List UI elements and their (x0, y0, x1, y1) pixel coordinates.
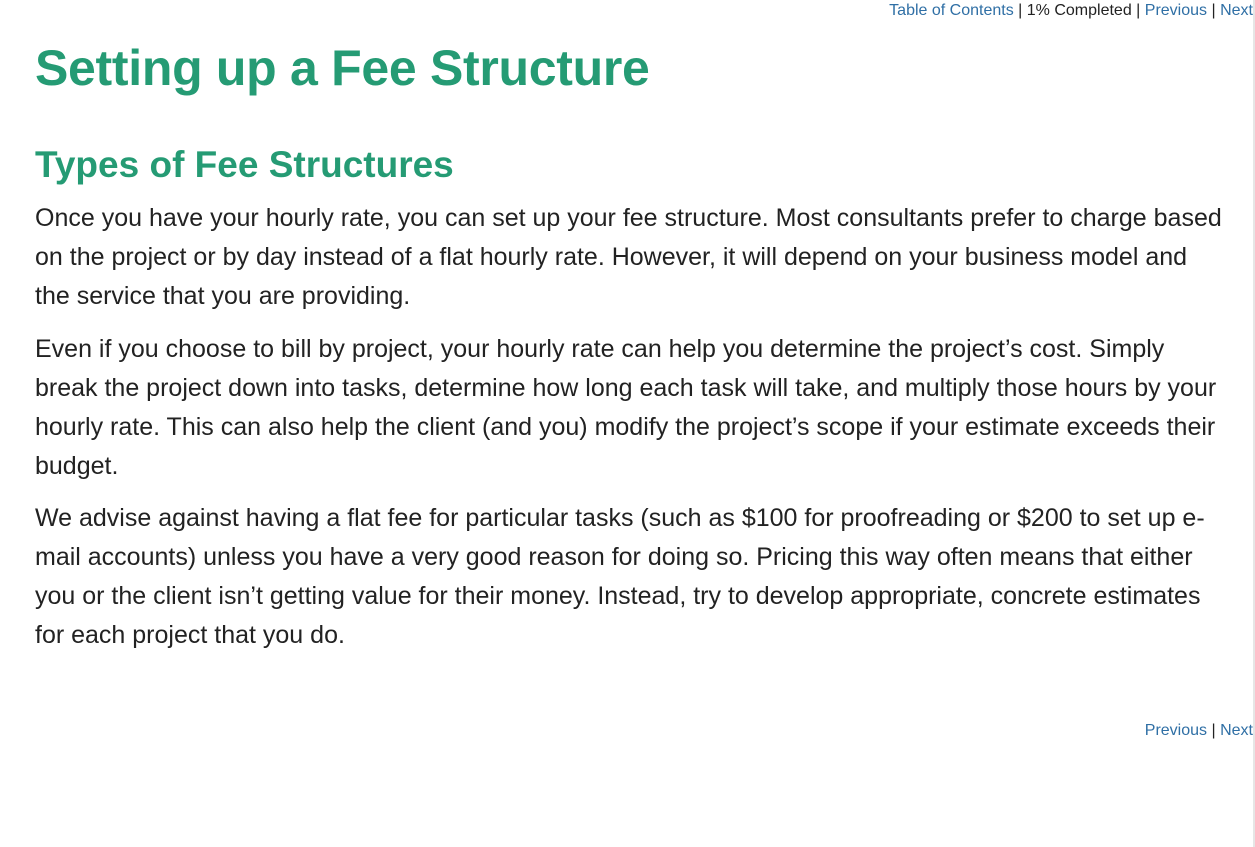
previous-link-bottom[interactable]: Previous (1144, 722, 1208, 739)
next-link-bottom[interactable]: Next (1220, 722, 1253, 739)
nav-separator: | (1211, 722, 1216, 739)
progress-status: 1% Completed (1026, 2, 1132, 19)
previous-link[interactable]: Previous (1144, 2, 1208, 19)
table-of-contents-link[interactable]: Table of Contents (889, 2, 1014, 19)
bottom-navigation (1145, 721, 1253, 741)
nav-separator: | (1136, 2, 1141, 19)
page-title: Setting up a Fee Structure (35, 40, 650, 96)
nav-separator: | (1018, 2, 1023, 19)
section-heading: Types of Fee Structures (35, 144, 454, 185)
paragraph: We advise against having a flat fee for particular tasks (such as $100 for proofreading or $200 to set up e-mail accounts) unless you have a very good reason for doing so. Pricing this way often means that either you or the client isn’t getting value for their money. Instead, try to develop appropriate, concrete estimates for each project that you do. (35, 504, 1205, 649)
nav-separator: | (1211, 2, 1216, 19)
paragraph: Once you have your hourly rate, you can set up your fee structure. Most consultants prefer to charge based on the project or by day instead of a flat hourly rate. However, it will depend on your business model and the service that you are providing. (35, 204, 1222, 310)
next-link[interactable]: Next (1220, 2, 1253, 19)
top-navigation (889, 1, 1253, 21)
paragraph: Even if you choose to bill by project, your hourly rate can help you determine the project’s cost. Simply break the project down into tasks, determine how long each task will take, and multiply those hours by your hourly rate. This can also help the client (and you) modify the project’s scope if your estimate exceeds their budget. (35, 335, 1217, 480)
